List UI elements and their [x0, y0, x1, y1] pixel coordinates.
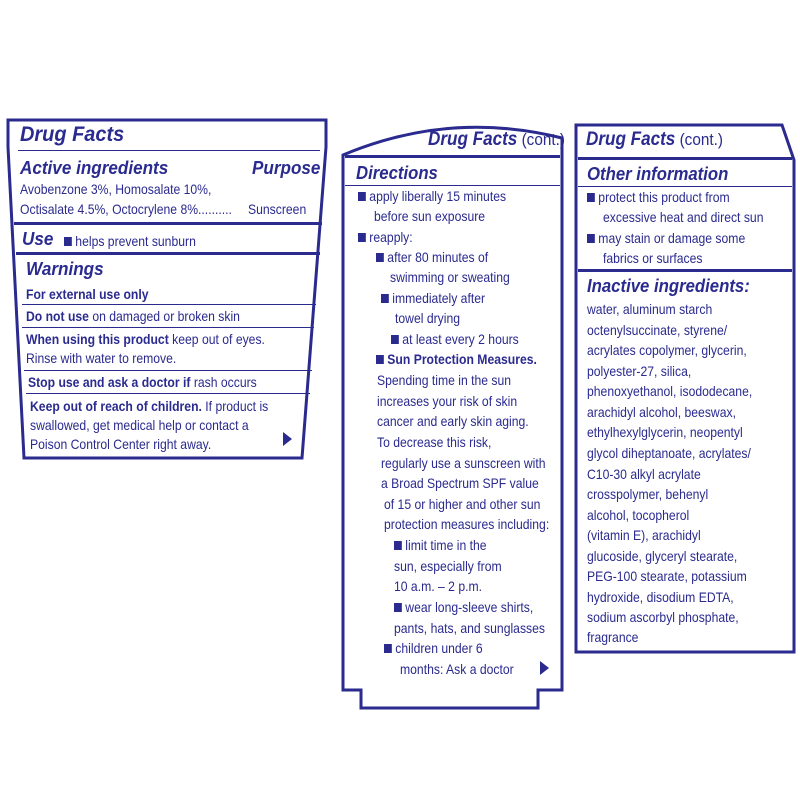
stop-use-text: rash occurs [190, 374, 257, 390]
panel-3-title: Drug Facts [586, 129, 676, 150]
warnings-heading: Warnings [26, 259, 104, 279]
direction-line: after 80 minutes of [376, 247, 488, 267]
continue-arrow-icon [540, 661, 549, 675]
inactive-line: hydroxide, disodium EDTA, [587, 589, 734, 605]
direction-line: increases your risk of skin [377, 393, 518, 409]
direction-line: children under 6 [384, 638, 483, 658]
stop-use-line [28, 372, 257, 392]
direction-line: sun, especially from [394, 558, 502, 574]
direction-line: pants, hats, and sunglasses [394, 620, 545, 636]
inactive-line: sodium ascorbyl phosphate, [587, 609, 739, 625]
panel-2-cont: (cont.) [517, 130, 565, 149]
panel-2-title-line [428, 129, 565, 151]
inactive-line: fragrance [587, 629, 639, 645]
inactive-line: octenylsuccinate, styrene/ [587, 322, 728, 338]
direction-line: To decrease this risk, [377, 434, 492, 450]
inactive-divider [578, 269, 792, 272]
keep-out-line [30, 396, 268, 416]
direction-line: regularly use a sunscreen with [381, 455, 546, 471]
inactive-line: phenoxyethanol, isododecane, [587, 383, 753, 399]
warnings-divider-4 [26, 393, 310, 394]
continue-arrow-icon [283, 432, 292, 446]
direction-line: immediately after [381, 288, 485, 308]
direction-line: apply liberally 15 minutes [358, 186, 506, 206]
inactive-ingredients-heading: Inactive ingredients: [587, 276, 750, 296]
direction-line: Sun Protection Measures. [376, 349, 537, 369]
stop-use-label: Stop use and ask a doctor if [28, 374, 191, 390]
inactive-line: C10-30 alkyl acrylate [587, 466, 701, 482]
inactive-line: acrylates copolymer, glycerin, [587, 342, 747, 358]
direction-line: at least every 2 hours [391, 329, 519, 349]
direction-line: limit time in the [394, 535, 487, 555]
bullet-icon [358, 192, 366, 201]
active-ingredients-heading: Active ingredients [20, 158, 169, 178]
direction-line: protection measures including: [384, 516, 550, 532]
bullet-icon [587, 234, 595, 243]
bullet-icon [381, 294, 389, 303]
active-purpose-value: Sunscreen [248, 201, 307, 217]
bullet-icon [64, 237, 72, 246]
do-not-use-label: Do not use [26, 308, 89, 324]
keep-out-label: Keep out of reach of children. [30, 398, 202, 414]
other-info-line: protect this product from [587, 187, 730, 207]
use-line [64, 231, 196, 251]
direction-line: a Broad Spectrum SPF value [381, 475, 539, 491]
when-using-text: keep out of eyes. [168, 331, 265, 347]
panel-1-title: Drug Facts [20, 123, 125, 146]
other-information-heading: Other information [587, 164, 729, 184]
active-ingredients-line-2: Octisalate 4.5%, Octocrylene 8%.......... [20, 201, 232, 217]
inactive-line: PEG-100 stearate, potassium [587, 568, 747, 584]
bullet-icon [376, 253, 384, 262]
bullet-icon [384, 644, 392, 653]
warnings-divider-2 [22, 327, 314, 328]
direction-line: before sun exposure [374, 208, 486, 224]
direction-line: cancer and early skin aging. [377, 413, 529, 429]
when-using-label: When using this product [26, 331, 169, 347]
panel-3-title-line [586, 129, 723, 151]
panel-2-title: Drug Facts [428, 129, 518, 150]
bullet-icon [376, 355, 384, 364]
directions-heading: Directions [356, 163, 438, 183]
direction-line: months: Ask a doctor [400, 661, 514, 677]
active-divider [14, 222, 322, 225]
other-info-line: fabrics or surfaces [603, 250, 703, 266]
direction-line: of 15 or higher and other sun [384, 496, 541, 512]
direction-line: reapply: [358, 227, 413, 247]
keep-out-line-2: swallowed, get medical help or contact a [30, 417, 249, 433]
use-text: helps prevent sunburn [75, 233, 196, 249]
inactive-line: crosspolymer, behenyl [587, 486, 709, 502]
keep-out-line-3: Poison Control Center right away. [30, 436, 212, 452]
direction-line: swimming or sweating [390, 269, 510, 285]
use-heading: Use [22, 229, 54, 249]
inactive-line: ethylhexylglycerin, neopentyl [587, 424, 743, 440]
use-divider [16, 252, 320, 255]
when-using-line-2: Rinse with water to remove. [26, 350, 177, 366]
do-not-use-text: on damaged or broken skin [88, 308, 240, 324]
bullet-icon [391, 335, 399, 344]
inactive-line: water, aluminum starch [587, 301, 713, 317]
inactive-line: alcohol, tocopherol [587, 507, 690, 523]
direction-line: towel drying [395, 310, 460, 326]
bullet-icon [587, 193, 595, 202]
warnings-divider-3 [24, 370, 312, 371]
panel-3-cont: (cont.) [675, 130, 723, 149]
direction-line: wear long-sleeve shirts, [394, 597, 533, 617]
other-info-line: excessive heat and direct sun [603, 209, 764, 225]
inactive-line: glycol diheptanoate, acrylates/ [587, 445, 751, 461]
warnings-divider-1 [22, 304, 316, 305]
inactive-line: (vitamin E), arachidyl [587, 527, 701, 543]
active-ingredients-line-1: Avobenzone 3%, Homosalate 10%, [20, 181, 212, 197]
inactive-line: glucoside, glyceryl stearate, [587, 548, 738, 564]
direction-line: Spending time in the sun [377, 372, 512, 388]
other-info-line: may stain or damage some [587, 228, 745, 248]
when-using-line [26, 329, 265, 349]
inactive-line: polyester-27, silica, [587, 363, 692, 379]
bullet-icon [394, 603, 402, 612]
bullet-icon [394, 541, 402, 550]
external-use-text: For external use only [26, 286, 149, 302]
do-not-use-line [26, 306, 240, 326]
panel-3-title-divider [578, 157, 792, 160]
purpose-heading: Purpose [252, 158, 321, 178]
direction-line: 10 a.m. – 2 p.m. [394, 578, 483, 594]
title-divider [18, 150, 320, 151]
keep-out-text: If product is [201, 398, 269, 414]
panel-2-title-divider [345, 155, 560, 158]
bullet-icon [358, 233, 366, 242]
inactive-line: arachidyl alcohol, beeswax, [587, 404, 736, 420]
